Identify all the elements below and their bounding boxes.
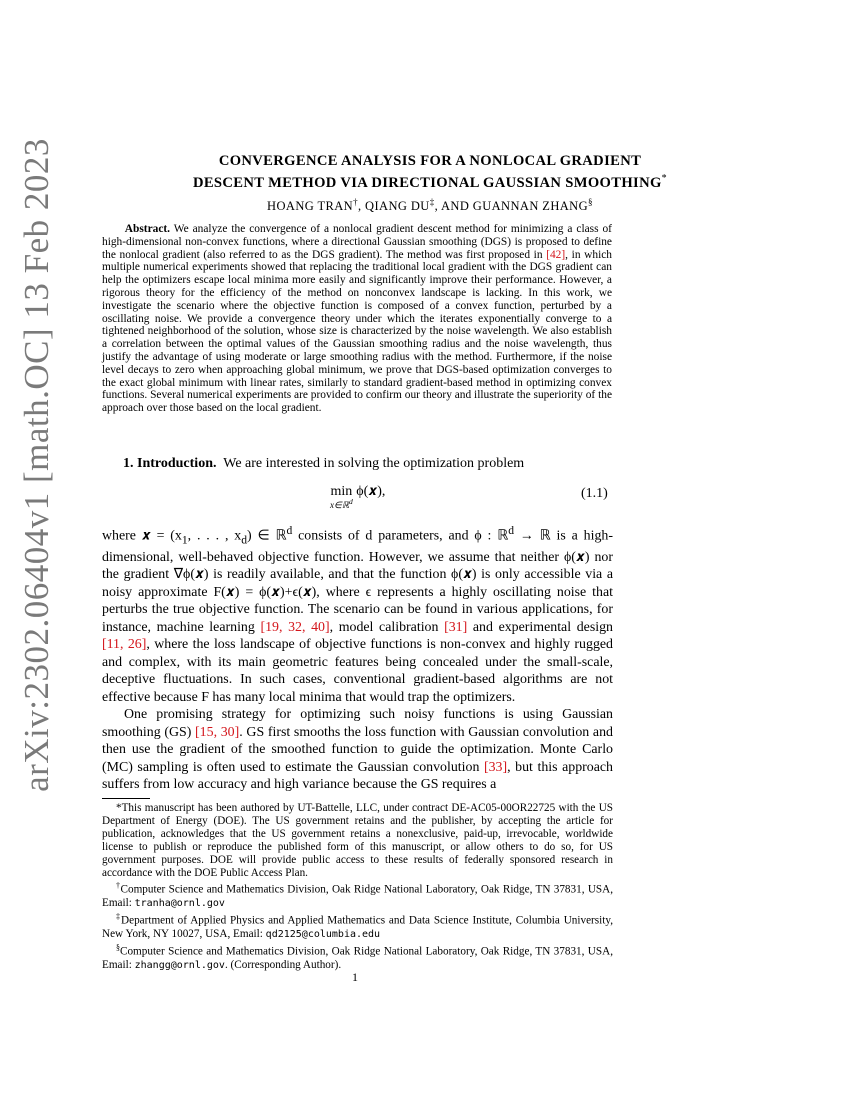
- paper-title: [90, 152, 770, 192]
- arxiv-id-text: arXiv:2302.06404v1 [math.OC] 13 Feb 2023: [16, 138, 56, 792]
- citation-link[interactable]: [33]: [483, 759, 508, 775]
- title-line-2: DESCENT METHOD VIA DIRECTIONAL GAUSSIAN SMOOTHING*: [192, 173, 668, 191]
- citation-link[interactable]: [31]: [444, 619, 468, 635]
- footnote-author-1: †Computer Science and Mathematics Division, Oak Ridge National Laboratory, Oak Ridge, TN 37831, USA, Email: tranha@ornl.gov: [102, 880, 613, 909]
- footnote-rule: [102, 798, 150, 799]
- citation-link[interactable]: [11, 26]: [102, 637, 147, 653]
- abstract: Abstract. We analyze the convergence of a nonlocal gradient descent method for minimizing a class of high-dimensional non-convex functions, where a directional Gaussian smoothing (DGS) is proposed to define the nonlocal gradient (also referred to as the DGS gradient). The method was first proposed in [42], in which multiple numerical experiments showed that replacing the traditional local gradient with the DGS gradient can help the optimizers escape local minima more easily and significantly improve their performance. However, a rigorous theory for the efficiency of the method on nonconvex landscape is lacking. In this work, we investigate the scenario where the objective function is composed of a convex function, perturbed by a oscillating noise. We provide a convergence theory under which the iterates exponentially converge to a tightened neighborhood of the solution, whose size is characterized by the noise wavelength. We also establish a correlation between the optimal values of the Gaussian smoothing radius and the noise wavelength, thus justify the advantage of using moderate or large smoothing radius with the method. Furthermore, if the noise level decays to zero when approaching global minimum, we prove that DGS-based optimization converges to the exact global minimum with linear rates, similarly to standard gradient-based method in optimizing convex functions. Several numerical experiments are provided to confirm our theory and illustrate the superiority of the approach over those based on the local gradient.: [102, 223, 612, 415]
- title-line-1: CONVERGENCE ANALYSIS FOR A NONLOCAL GRADIENT: [218, 153, 642, 169]
- section-lead: We are interested in solving the optimization problem: [223, 456, 525, 471]
- citation-link[interactable]: [19, 32, 40]: [260, 619, 330, 635]
- equation-1-1: min x∈ℝ$^d$ ϕ(𝒙),: [330, 484, 386, 510]
- title-footnote-mark: *: [661, 173, 668, 184]
- equation-number: (1.1): [581, 486, 608, 501]
- email-link[interactable]: tranha@ornl.gov: [134, 897, 225, 909]
- abstract-label: Abstract.: [124, 223, 171, 235]
- footnote-funding: *This manuscript has been authored by UT-Battelle, LLC, under contract DE-AC05-00OR22725 with the US Department of Energy (DOE). The US government retains and the publisher, by accepting the article for publication, acknowledges that the US government retains a nonexclusive, paid-up, irrevocable, worldwide license to publish or reproduce the published form of this manuscript, or allow others to do so, for US government purposes. DOE will provide public access to these results of federally sponsored research in accordance with the DOE Public Access Plan.: [102, 802, 613, 879]
- intro-body: [102, 522, 613, 794]
- footnote-author-3: §Computer Science and Mathematics Division, Oak Ridge National Laboratory, Oak Ridge, TN 37831, USA, Email: zhangg@ornl.gov. (Corresponding Author).: [102, 943, 613, 971]
- arxiv-side-stamp: [14, 138, 59, 792]
- section-title: 1. Introduction.: [123, 456, 217, 471]
- paragraph-2: One promising strategy for optimizing such noisy functions is using Gaussian smoothing (GS) [15, 30]. GS first smooths the loss function with Gaussian convolution and then use the gradient of the smoothed function to guide the optimization. Monte Carlo (MC) sampling is often used to estimate the Gaussian convolution [33], but this approach suffers from low accuracy and high variance because the GS requires a: [102, 707, 613, 793]
- footnotes: [102, 802, 613, 973]
- author-list: HOANG TRAN†, QIANG DU‡, AND GUANNAN ZHANG§: [267, 197, 593, 214]
- paragraph-1: where 𝒙 = ($x_1$, . . . , $x_d$) ∈ ℝ$^d$ consists of d parameters, and ϕ : ℝ$^d$ → ℝ is a high-dimensional, well-behaved objective function. However, we assume that neither ϕ(𝒙) nor the gradient ∇ϕ(𝒙) is readily available, and that the function ϕ(𝒙) is only accessible via a noisy approximate F(𝒙) = ϕ(𝒙)+ϵ(𝒙), where ϵ represents a highly oscillating noise that perturbs the true objective function. The scenario can be found in various applications, for instance, machine learning [19, 32, 40], model calibration [31] and experimental design [11, 26], where the loss landscape of objective functions is non-convex and highly rugged and complex, with its main geometric features being concealed under the small-scale, deceptive fluctuations. In such cases, conventional gradient-based algorithms are not effective because F has many local minima that would trap the optimizers.: [102, 524, 613, 705]
- email-link[interactable]: zhangg@ornl.gov: [134, 959, 225, 971]
- page-number: 1: [352, 970, 358, 984]
- citation-link[interactable]: [15, 30]: [195, 724, 240, 740]
- footnote-author-2: ‡Department of Applied Physics and Applied Mathematics and Data Science Institute, Columbia University, New York, NY 10027, USA, Email: qd2125@columbia.edu: [102, 911, 613, 940]
- section-heading: [123, 456, 524, 472]
- email-link[interactable]: qd2125@columbia.edu: [265, 928, 381, 940]
- citation-link[interactable]: [42]: [546, 248, 566, 261]
